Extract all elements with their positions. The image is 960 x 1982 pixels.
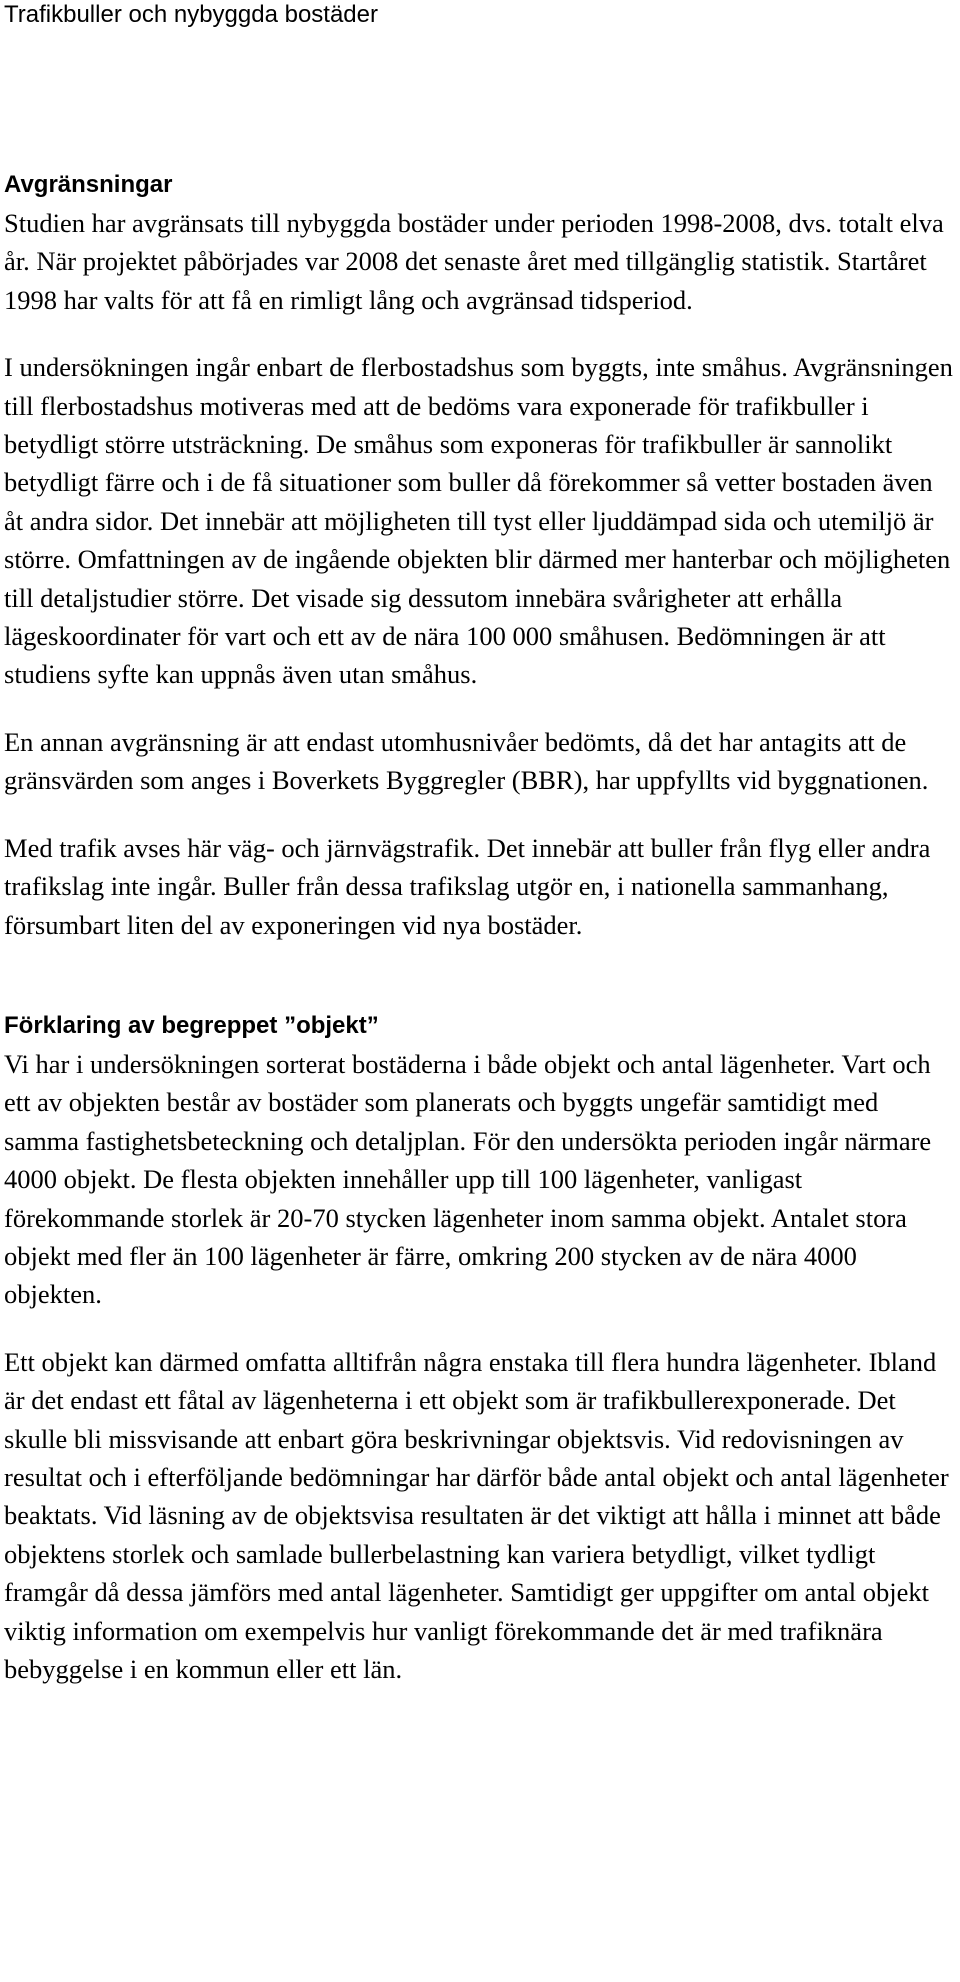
section-heading-avgransningar: Avgränsningar <box>4 171 173 198</box>
section-avgransningar <box>4 166 954 944</box>
paragraph-utomhusnivaer: En annan avgränsning är att endast utomhusnivåer bedömts, då det har antagits att de gränsvärden som anges i Boverkets Byggregler (BBR), har uppfyllts vid byggnationen. <box>4 726 929 796</box>
paragraph-objekt-definition: Vi har i undersökningen sorterat bostäderna i både objekt och antal lägenheter. Vart och ett av objekten består av bostäder som planerats och byggts ungefär samtidigt med samma fastighetsbeteckning och detaljplan. För den undersökta perioden ingår närmare 4000 objekt. De flesta objekten innehåller upp till 100 lägenheter, vanligast förekommande storlek är 20-70 stycken lägenheter inom samma objekt. Antalet stora objekt med fler än 100 lägenheter är färre, omkring 200 stycken av de nära 4000 objekten. <box>4 1048 932 1310</box>
section-forklaring-objekt <box>4 1007 954 1689</box>
running-header: Trafikbuller och nybyggda bostäder <box>4 1 378 28</box>
paragraph-objekt-redovisning: Ett objekt kan därmed omfatta alltifrån några enstaka till flera hundra lägenheter. Ibland är det endast ett fåtal av lägenheterna i ett objekt som är trafikbullerexponerade. Det skulle bli missvisande att enbart göra beskrivningar objektsvis. Vid redovisningen av resultat och i efterföljande bedömningar har därför både antal objekt och antal lägenheter beaktats. Vid läsning av de objektsvisa resultaten är det viktigt att hålla i minnet att både objektens storlek och samlade bullerbelastning kan variera betydligt, vilket tydligt framgår då dessa jämförs med antal lägenheter. Samtidigt ger uppgifter om antal objekt viktig information om exempelvis hur vanligt förekommande det är med trafiknära bebyggelse i en kommun eller ett län. <box>4 1346 949 1684</box>
section-heading-forklaring: Förklaring av begreppet ”objekt” <box>4 1011 379 1039</box>
paragraph-spacer <box>4 1314 954 1343</box>
paragraph-trafik: Med trafik avses här väg- och järnvägstrafik. Det innebär att buller från flyg eller andra trafikslag inte ingår. Buller från dessa trafikslag utgör en, i nationella sammanhang, försumbart liten del av exponeringen vid nya bostäder. <box>4 832 931 940</box>
document-body <box>4 166 954 1688</box>
paragraph-study-period: Studien har avgränsats till nybyggda bostäder under perioden 1998-2008, dvs. totalt elva år. När projektet påbörjades var 2008 det senaste året med tillgänglig statistik. Startåret 1998 har valts för att få en rimligt lång och avgränsad tidsperiod. <box>4 208 944 315</box>
paragraph-flerbostadshus: I undersökningen ingår enbart de flerbostadshus som byggts, inte småhus. Avgränsningen till flerbostadshus motiveras med att de bedöms vara exponerade för trafikbuller i betydligt större utsträckning. De småhus som exponeras för trafikbuller är sannolikt betydligt färre och i de få situationer som buller då förekommer så vetter bostaden även åt andra sidor. Det innebär att möjligheten till tyst eller ljuddämpad sida och utemiljö är större. Omfattningen av de ingående objekten blir därmed mer hanterbar och möjligheten till detaljstudier större. Det visade sig dessutom innebära svårigheter att erhålla lägeskoordinater för vart och ett av de nära 100 000 småhusen. Bedömningen är att studiens syfte kan uppnås även utan småhus. <box>4 352 953 690</box>
paragraph-spacer <box>4 319 954 348</box>
section-spacer <box>4 944 954 1007</box>
paragraph-spacer <box>4 694 954 723</box>
paragraph-spacer <box>4 800 954 829</box>
